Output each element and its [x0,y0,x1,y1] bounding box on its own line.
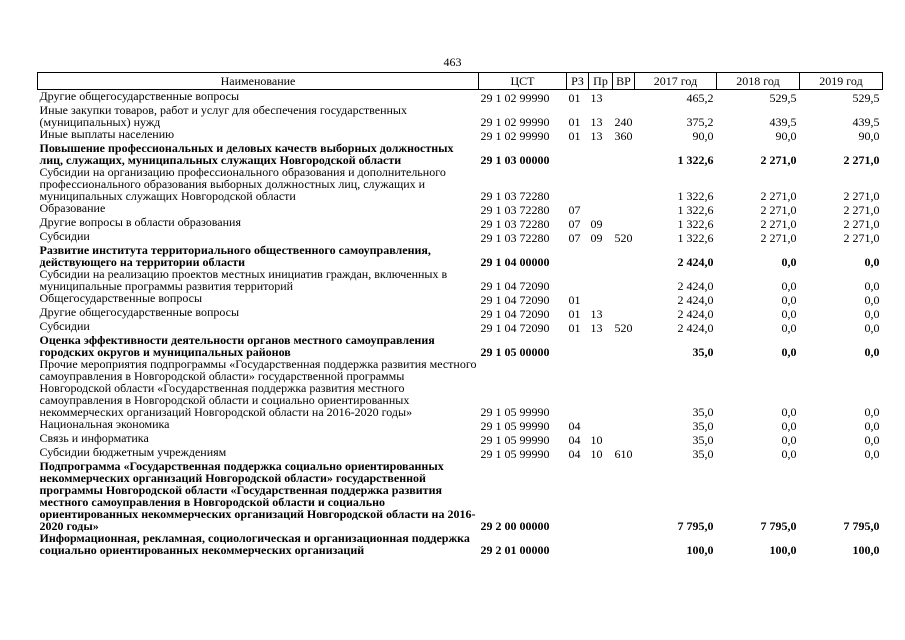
cell-rz [567,268,589,292]
cell-name: Национальная экономика [39,417,170,431]
cell-cst: 29 1 03 72280 [480,231,550,245]
cell-vr [613,358,635,418]
cell-rz: 01 [568,321,581,335]
cell-name: Субсидии бюджетным учреждениям [39,445,227,459]
budget-table [37,72,883,556]
cell-2017: 1 322,6 [677,203,714,217]
cell-rz [567,532,589,556]
cell-pr [589,532,613,556]
cell-2017: 2 424,0 [677,321,714,335]
cell-2019: 100,0 [852,543,880,557]
cell-name: Другие общегосударственные вопросы [39,305,240,319]
cell-2018: 2 271,0 [760,189,797,203]
cell-2018: 0,0 [781,433,797,447]
cell-2019: 2 271,0 [843,203,880,217]
cell-vr [613,460,635,532]
cell-rz: 01 [568,293,581,307]
table-row [38,216,883,230]
cell-2017: 375,2 [686,115,714,129]
page-number: 463 [443,55,462,69]
cell-vr: 360 [614,129,633,143]
cell-rz [567,166,589,202]
cell-vr [613,306,635,320]
cell-pr [589,166,613,202]
cell-name: Иные закупки товаров, работ и услуг для обеспечения государственных (муниципальных) нужд [39,103,407,129]
cell-name: Развитие института территориального общественного самоуправления, действующего на территории области [39,243,431,269]
cell-vr [613,166,635,202]
cell-name: Оценка эффективности деятельности органов местного самоуправления городских округов и муниципальных районов [39,333,435,359]
cell-pr: 13 [590,321,603,335]
cell-pr [589,292,613,306]
cell-pr [589,244,613,268]
cell-vr [613,432,635,446]
cell-2018: 0,0 [781,255,797,269]
cell-cst: 29 1 05 99990 [480,419,550,433]
table-row [38,268,883,292]
cell-pr: 13 [590,91,603,105]
table-row [38,230,883,244]
cell-rz [567,244,589,268]
cell-rz: 07 [568,203,581,217]
cell-rz: 04 [568,433,581,447]
cell-pr [589,418,613,432]
cell-vr [613,90,635,105]
cell-pr: 10 [590,433,603,447]
cell-2018: 2 271,0 [760,153,797,167]
cell-pr: 13 [590,129,603,143]
table-row [38,142,883,166]
cell-2019: 2 271,0 [843,217,880,231]
cell-name: Образование [39,201,106,215]
table-row [38,532,883,556]
cell-vr: 520 [614,231,633,245]
cell-2017: 90,0 [692,129,714,143]
cell-cst: 29 1 05 00000 [480,345,550,359]
cell-2018: 0,0 [781,293,797,307]
cell-pr [589,268,613,292]
cell-2018: 0,0 [781,321,797,335]
cell-vr [613,532,635,556]
cell-cst: 29 1 02 99990 [480,129,550,143]
cell-pr: 10 [590,447,603,461]
cell-2018: 90,0 [775,129,797,143]
cell-vr [613,244,635,268]
header-2017: 2017 год [635,73,717,90]
cell-2017: 2 424,0 [677,255,714,269]
cell-name: Информационная, рекламная, социологическая и организационная поддержка социально ориентированных некоммерческих организаций [39,531,470,557]
cell-2018: 0,0 [781,447,797,461]
cell-2019: 0,0 [864,307,880,321]
table-row [38,90,883,105]
cell-name: Субсидии [39,229,90,243]
cell-cst: 29 1 04 72090 [480,279,550,293]
cell-2017: 465,2 [686,91,714,105]
cell-2019: 0,0 [864,345,880,359]
table-row [38,244,883,268]
table-row [38,446,883,460]
cell-name: Субсидии [39,319,90,333]
cell-vr [613,334,635,358]
cell-2017: 7 795,0 [677,519,714,533]
cell-2017: 1 322,6 [677,231,714,245]
cell-2018: 529,5 [769,91,797,105]
cell-cst: 29 2 01 00000 [480,543,550,557]
cell-name: Субсидии на реализацию проектов местных инициатив граждан, включенных в муниципальные программы развития территорий [39,267,448,293]
cell-rz [567,142,589,166]
cell-cst: 29 1 04 72090 [480,321,550,335]
cell-name: Субсидии на организацию профессионального образования и дополнительного профессионального образования выборных должностных лиц, служащих и муниципальных служащих Новгородской области [39,165,446,203]
cell-2019: 2 271,0 [843,153,880,167]
table-row [38,334,883,358]
cell-2018: 0,0 [781,345,797,359]
cell-2018: 2 271,0 [760,203,797,217]
table-header-row [38,73,883,90]
cell-vr [613,292,635,306]
cell-rz [567,358,589,418]
cell-cst: 29 1 03 72280 [480,203,550,217]
cell-name: Общегосударственные вопросы [39,291,203,305]
header-cst: ЦСТ [479,73,567,90]
cell-2018: 2 271,0 [760,217,797,231]
cell-name: Повышение профессиональных и деловых качеств выборных должностных лиц, служащих, муниципальных служащих Новгородской области [39,141,454,167]
cell-vr: 240 [614,115,633,129]
cell-cst: 29 1 04 72090 [480,293,550,307]
table-row [38,418,883,432]
cell-2019: 0,0 [864,447,880,461]
cell-vr [613,202,635,216]
cell-2017: 35,0 [692,419,714,433]
cell-cst: 29 1 04 72090 [480,307,550,321]
cell-cst: 29 1 04 00000 [480,255,550,269]
header-vr: ВР [613,73,635,90]
table-row [38,358,883,418]
cell-rz: 01 [568,115,581,129]
cell-pr: 13 [590,307,603,321]
cell-cst: 29 1 05 99990 [480,433,550,447]
cell-2017: 35,0 [692,433,714,447]
cell-2019: 0,0 [864,293,880,307]
cell-name: Связь и информатика [39,431,149,445]
cell-2018: 0,0 [781,405,797,419]
cell-rz [567,334,589,358]
cell-vr [613,142,635,166]
cell-2019: 0,0 [864,279,880,293]
table-row [38,202,883,216]
cell-pr [589,358,613,418]
cell-2018: 439,5 [769,115,797,129]
cell-2019: 529,5 [852,91,880,105]
cell-cst: 29 1 02 99990 [480,91,550,105]
cell-pr: 13 [590,115,603,129]
cell-vr [613,268,635,292]
table-row [38,460,883,532]
header-name: Наименование [38,73,479,90]
cell-cst: 29 1 05 99990 [480,447,550,461]
cell-rz: 04 [568,447,581,461]
cell-2019: 0,0 [864,255,880,269]
table-row [38,292,883,306]
cell-pr [589,334,613,358]
cell-2019: 439,5 [852,115,880,129]
cell-rz: 01 [568,91,581,105]
table-row [38,432,883,446]
cell-2019: 2 271,0 [843,231,880,245]
cell-cst: 29 2 00 00000 [480,519,550,533]
cell-2019: 0,0 [864,321,880,335]
cell-cst: 29 1 02 99990 [480,115,550,129]
cell-vr: 520 [614,321,633,335]
table-row [38,128,883,142]
cell-name: Прочие мероприятия подпрограммы «Государственная поддержка развития местного самоуправления в Новгородской области» государственной программы Новгородской области «Государственная поддержка развития местного самоуправления в Новгородской области и социально ориентированных некоммерческих организаций Новгородской области на 2016-2020 годы» [39,357,477,419]
cell-pr [589,202,613,216]
cell-rz [567,460,589,532]
cell-pr [589,460,613,532]
cell-2018: 100,0 [769,543,797,557]
cell-2017: 2 424,0 [677,307,714,321]
cell-name: Подпрограмма «Государственная поддержка социально ориентированных некоммерческих организаций Новгородской области» государственной программы Новгородской области «Государственная поддержка развития местного самоуправления в Новгородской области и социально ориентированных некоммерческих организаций Новгородской области на 2016-2020 годы» [39,459,476,533]
header-2018: 2018 год [717,73,800,90]
table-row [38,104,883,128]
cell-2019: 90,0 [858,129,880,143]
cell-rz: 04 [568,419,581,433]
cell-rz: 07 [568,217,581,231]
cell-cst: 29 1 05 99990 [480,405,550,419]
cell-2019: 0,0 [864,419,880,433]
cell-2017: 1 322,6 [677,153,714,167]
cell-2018: 0,0 [781,307,797,321]
header-pr: Пр [589,73,613,90]
cell-name: Иные выплаты населению [39,127,175,141]
cell-2019: 2 271,0 [843,189,880,203]
cell-rz: 01 [568,129,581,143]
cell-2018: 0,0 [781,419,797,433]
cell-rz: 07 [568,231,581,245]
cell-vr: 610 [614,447,633,461]
table-row [38,320,883,334]
cell-2018: 0,0 [781,279,797,293]
cell-2017: 35,0 [692,447,714,461]
cell-name: Другие вопросы в области образования [39,215,241,229]
table-row [38,166,883,202]
cell-2019: 0,0 [864,405,880,419]
cell-cst: 29 1 03 72280 [480,217,550,231]
cell-pr: 09 [590,231,603,245]
cell-2017: 1 322,6 [677,189,714,203]
cell-2017: 100,0 [686,543,714,557]
cell-2017: 1 322,6 [677,217,714,231]
cell-vr [613,418,635,432]
cell-rz: 01 [568,307,581,321]
cell-vr [613,216,635,230]
cell-2017: 2 424,0 [677,293,714,307]
cell-2019: 7 795,0 [843,519,880,533]
cell-2018: 7 795,0 [760,519,797,533]
cell-pr: 09 [590,217,603,231]
table-row [38,306,883,320]
header-2019: 2019 год [800,73,883,90]
cell-pr [589,142,613,166]
cell-cst: 29 1 03 72280 [480,189,550,203]
table-body [38,90,883,557]
cell-2017: 35,0 [692,405,714,419]
cell-cst: 29 1 03 00000 [480,153,550,167]
cell-name: Другие общегосударственные вопросы [39,89,240,103]
header-rz: РЗ [567,73,589,90]
cell-2018: 2 271,0 [760,231,797,245]
cell-2017: 35,0 [692,345,714,359]
cell-2017: 2 424,0 [677,279,714,293]
cell-2019: 0,0 [864,433,880,447]
